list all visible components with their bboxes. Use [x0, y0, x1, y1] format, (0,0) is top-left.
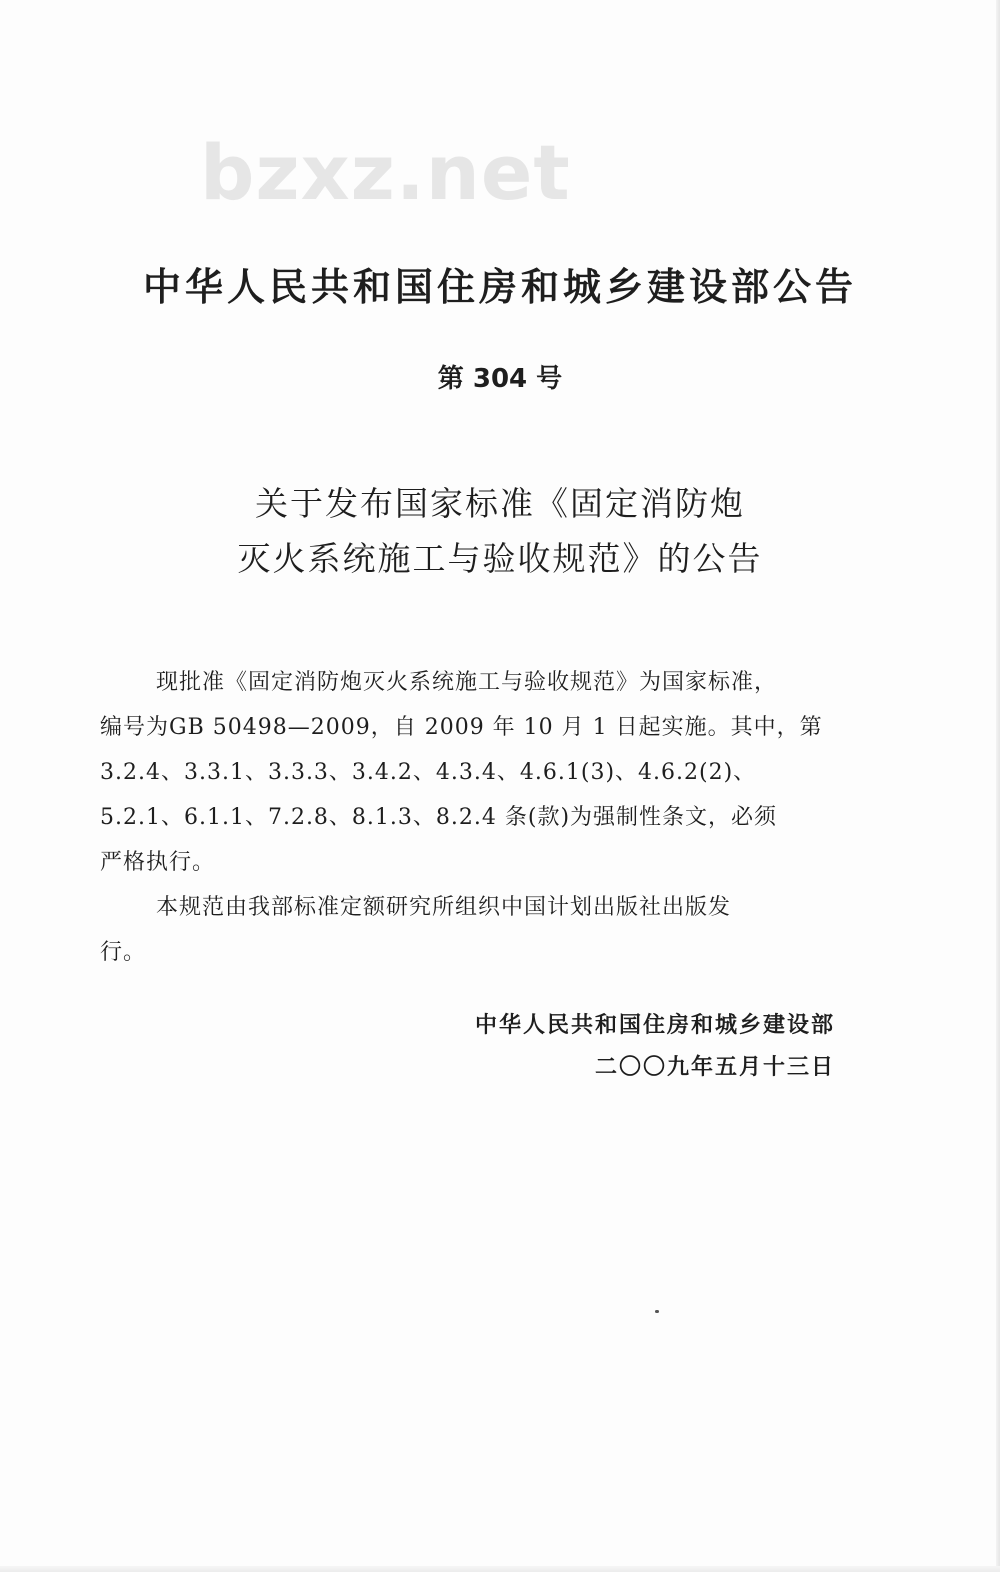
signature-organization: 中华人民共和国住房和城乡建设部 — [474, 1013, 835, 1038]
announcement-number: 第 304 号 — [437, 364, 563, 394]
subtitle-line-2: 灭火系统施工与验收规范》的公告 — [237, 539, 763, 578]
body-line: 现批准《固定消防炮灭火系统施工与验收规范》为国家标准， — [156, 670, 778, 695]
body-line: 行。 — [100, 940, 147, 965]
page-bottom-edge — [0, 1566, 1000, 1572]
watermark: bzxz.net — [200, 128, 571, 217]
body-line: 严格执行。 — [100, 850, 216, 875]
body-line: 本规范由我部标准定额研究所组织中国计划出版社出版发 — [156, 895, 732, 920]
page-edge — [996, 0, 1000, 1572]
announcement-title: 中华人民共和国住房和城乡建设部公告 — [142, 265, 857, 309]
subtitle-line-1: 关于发布国家标准《固定消防炮 — [255, 484, 745, 523]
body-line: 3.2.4、3.3.1、3.3.3、3.4.2、4.3.4、4.6.1(3)、4.6.2(2)、 — [100, 760, 757, 785]
body-line: 5.2.1、6.1.1、7.2.8、8.1.3、8.2.4 条(款)为强制性条文，必须 — [100, 805, 778, 830]
body-line: 编号为GB 50498—2009，自 2009 年 10 月 1 日起实施。其中，第 — [100, 715, 823, 740]
scan-speck — [655, 1310, 659, 1313]
signature-date: 二〇〇九年五月十三日 — [594, 1055, 835, 1080]
announcement-body — [100, 660, 900, 975]
